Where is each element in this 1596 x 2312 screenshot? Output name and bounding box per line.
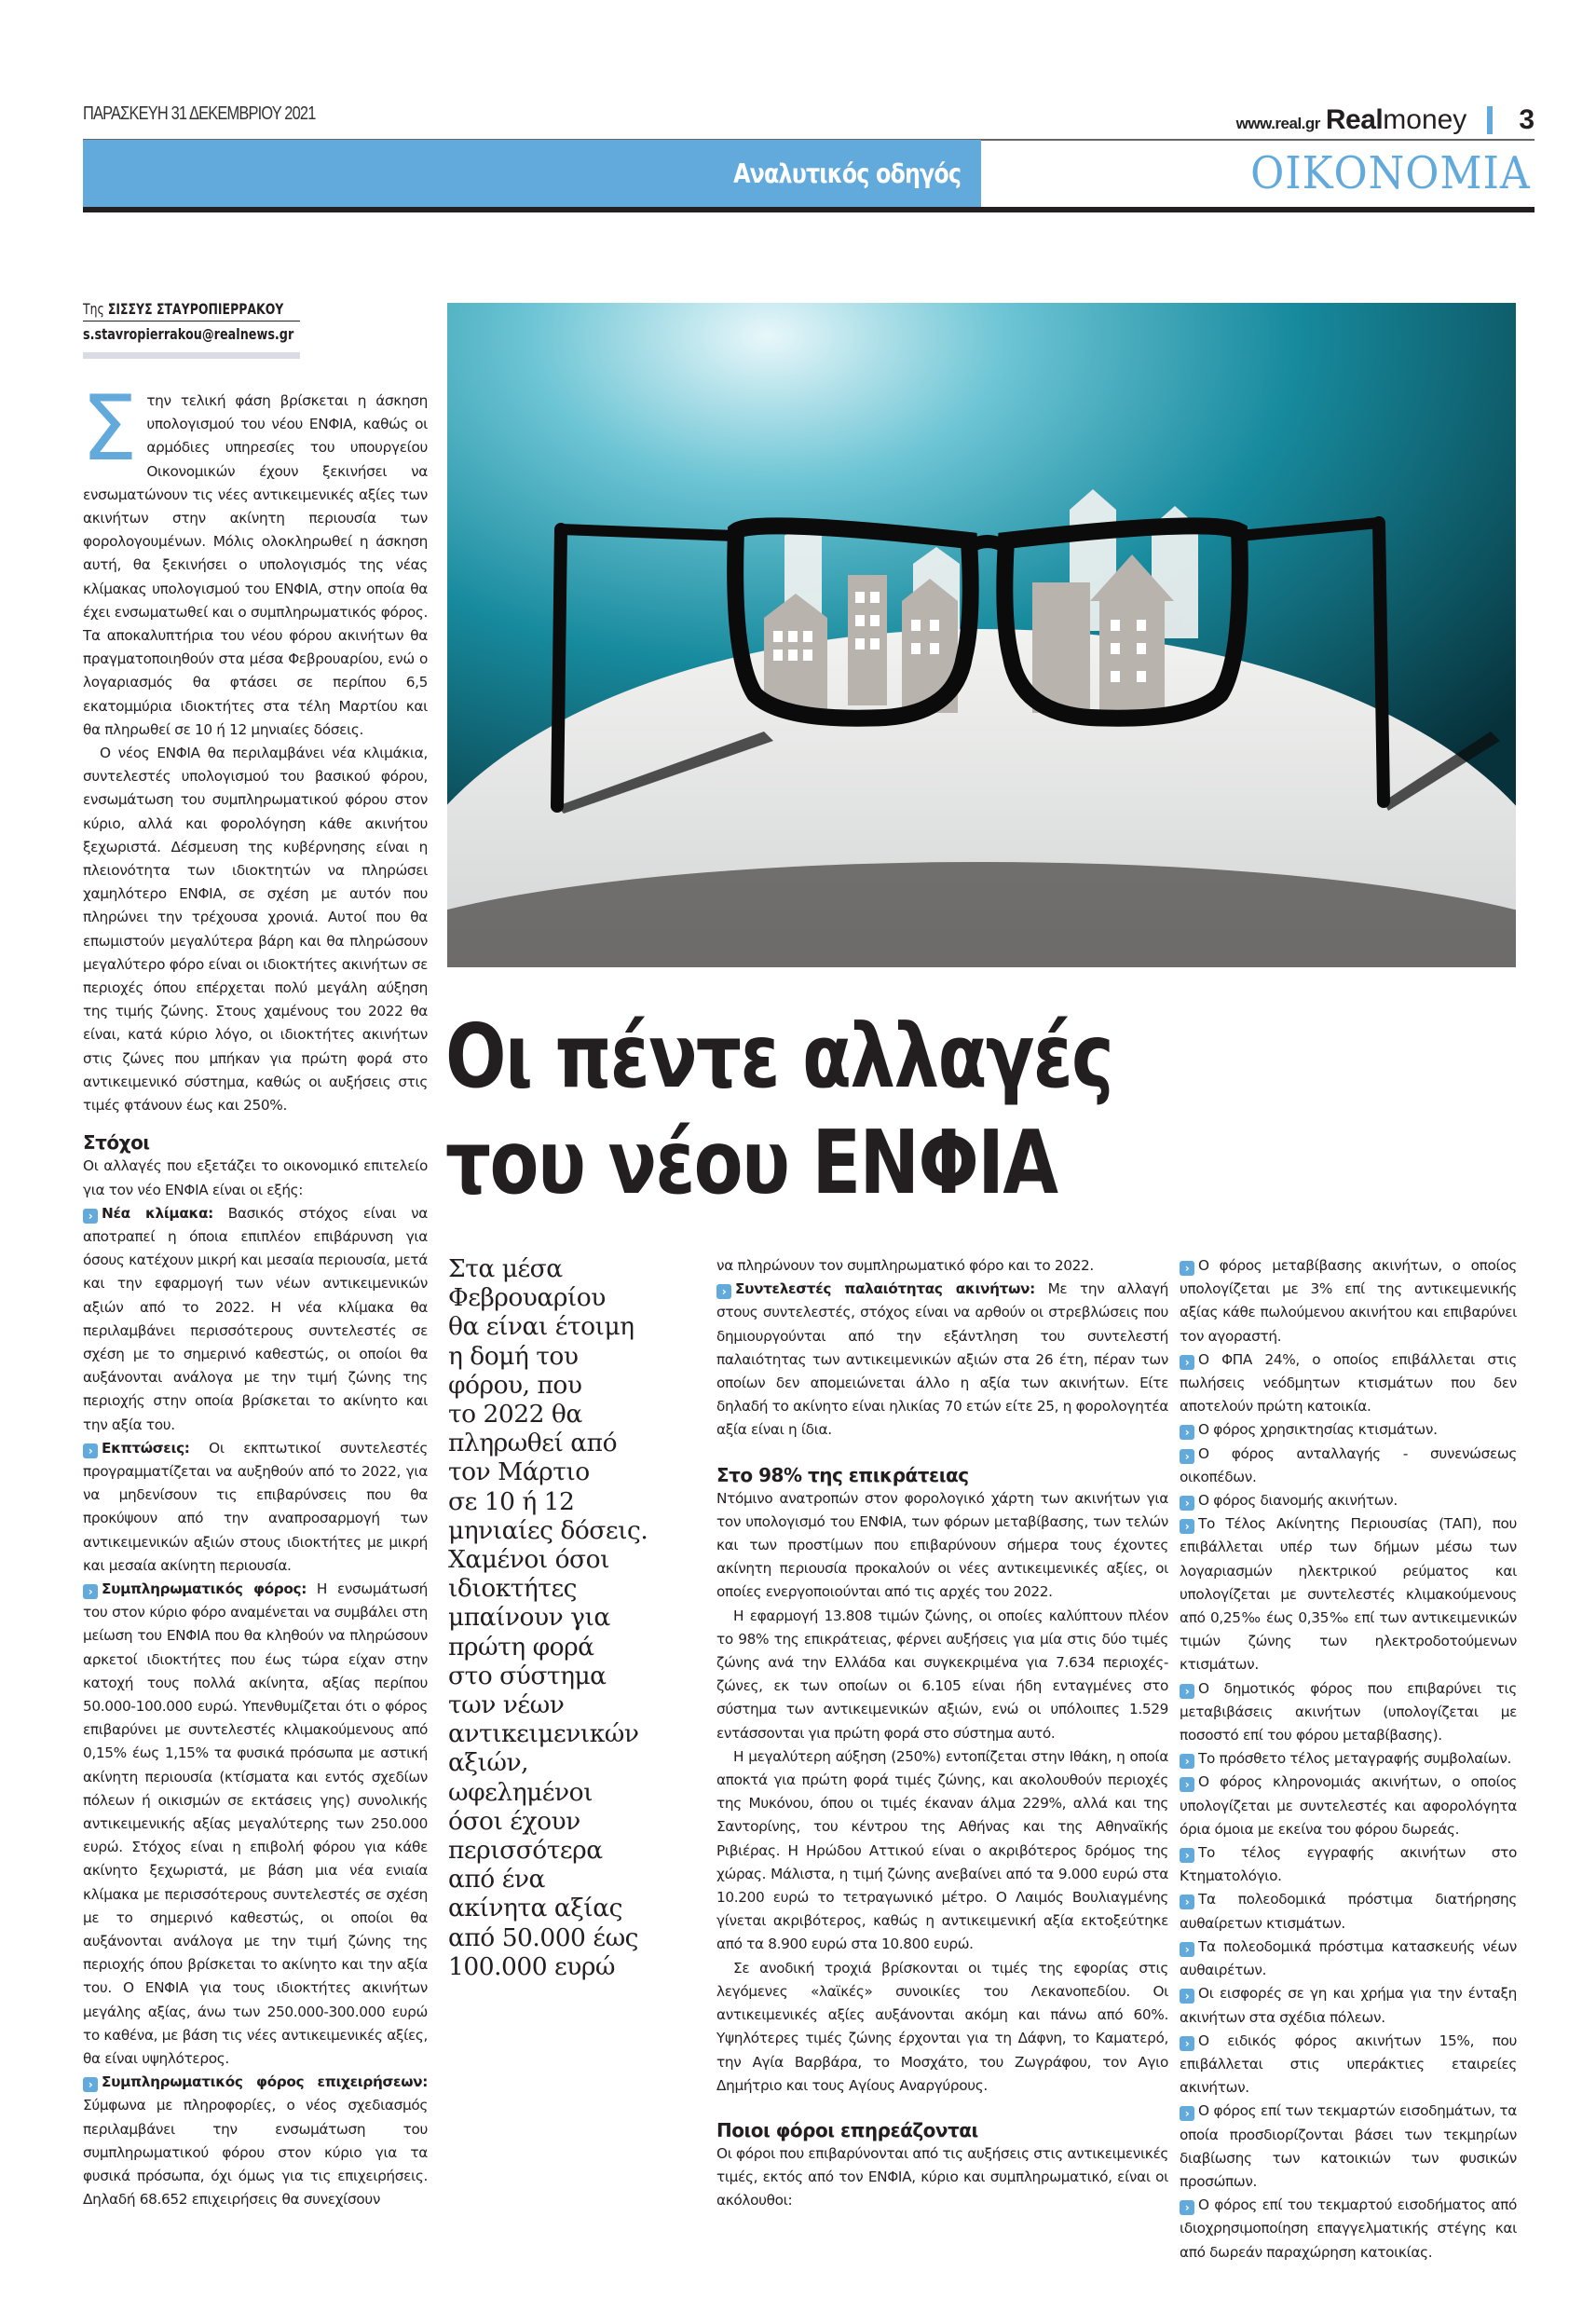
chevron-right-icon: › [1180,1754,1194,1769]
chevron-right-icon: › [1180,1519,1194,1534]
article-column-1 [81,376,428,2211]
author-name: ΣΙΣΣΥΣ ΣΤΑΥΡΟΠΙΕΡΡΑΚΟΥ [107,300,284,318]
tax-text: Ο φόρος επί του τεκμαρτού εισοδήματος από ιδιοχρησιμοποίηση επαγγελματικής στέγης και από δωρεάν παραχώρηση κατοικίας. [1180,2196,1517,2261]
chevron-right-icon: › [1180,2200,1194,2215]
pull-quote-line: αξιών, [448,1748,529,1778]
section-band [83,140,981,207]
chevron-right-icon: › [1180,1777,1194,1792]
goal-item [83,1202,428,1437]
goal-title: Συμπληρωματικός φόρος: [102,1580,307,1597]
tax-item [1180,1418,1517,1442]
pull-quote-line: το 2022 θα [448,1400,582,1430]
tax-item [1180,2030,1517,2100]
brand-divider [1487,106,1493,134]
pull-quote-line: 100.000 ευρώ [448,1951,616,1981]
tax-text: Το πρόσθετο τέλος μεταγραφής συμβολαίων. [1198,1750,1512,1768]
page-number: 3 [1519,104,1535,135]
author-email[interactable]: s.stavropierrakou@realnews.gr [83,325,294,343]
tax-text: Οι εισφορές σε γη και χρήμα για την ένταξη ακινήτων στα σχέδια πόλεων. [1180,1985,1517,2026]
tax-item [1180,1747,1517,1771]
tax-text: Ο φόρος διανομής ακινήτων. [1198,1492,1398,1510]
chevron-right-icon: › [1180,1942,1194,1957]
chevron-right-icon: › [1180,1989,1194,2004]
drop-cap: Σ [81,376,138,481]
tax-item [1180,1888,1517,1935]
goal-continued: να πληρώνουν τον συμπληρωματικό φόρο και το 2022. [716,1257,1094,1274]
goal-text: Με την αλλαγή στους συντελεστές, στόχος είναι να αρθούν οι στρεβλώσεις που δημιουργούνται από την εξάντληση του συντελεστή παλαιότητας των αντικειμενικών αξιών στα 26 έτη, πέραν των οποίων δεν απομειώνεται άλλο η αξία των ακινήτων. Είτε δηλαδή το ακίνητο είναι ηλικίας 70 ετών είτε 25, η φορολογητέα αξία είναι η ίδια. [716,1280,1169,1439]
subhead-territory: Στο 98% της επικράτειας [716,1463,969,1486]
chevron-right-icon: › [83,1443,98,1458]
tax-text: Ο ειδικός φόρος ακινήτων 15%, που επιβάλλεται στις υπεράκτιες εταιρείες ακινήτων. [1180,2032,1517,2097]
tax-text: Ο ΦΠΑ 24%, ο οποίος επιβάλλεται στις πωλήσεις νεόδμητων κτισμάτων που δεν αποτελούν πρώτη κατοικία. [1180,1350,1517,1416]
goal-item [83,1578,428,2071]
pull-quote [448,1254,672,1981]
tax-text: Ο φόρος μεταβίβασης ακινήτων, ο οποίος υπολογίζεται με 3% επί της αντικειμενικής αξίας κάθε πωλούμενου ακινήτου και επιβαρύνει τον αγοραστή. [1180,1257,1517,1345]
tax-item [1180,1936,1517,1982]
section-title: ΟΙΚΟΝΟΜΙΑ [1250,147,1531,199]
chevron-right-icon: › [1180,1496,1194,1511]
masthead-brand [1236,104,1535,136]
brand-money: money [1383,104,1467,135]
pull-quote-line: από ένα [448,1865,545,1895]
pull-quote-line: περισσότερα [448,1836,603,1866]
chevron-right-icon: › [1180,2036,1194,2051]
pull-quote-line: σε 10 ή 12 [448,1486,575,1516]
pull-quote-line: από 50.000 έως [448,1922,639,1952]
pull-quote-line: μηνιαίες δόσεις. [448,1515,648,1545]
tax-text: Ο φόρος χρησικτησίας κτισμάτων. [1198,1421,1438,1439]
headline-line-1: Οι πέντε αλλαγές [445,1006,1113,1108]
pull-quote-line: ιδιοκτήτες [448,1574,578,1604]
pull-quote-line: πληρωθεί από [448,1429,618,1458]
chevron-right-icon: › [1180,1355,1194,1370]
headline-line-2: του νέου ΕΝΦΙΑ [445,1113,1057,1214]
pull-quote-line: φόρου, που [448,1370,582,1400]
chevron-right-icon: › [83,2077,98,2092]
subhead-goals: Στόχοι [83,1131,150,1155]
goal-title: Εκπτώσεις: [102,1439,190,1457]
chevron-right-icon: › [83,1584,98,1599]
tax-text: Ο φόρος κληρονομιάς ακινήτων, ο οποίος υπολογίζεται με συντελεστές και αφορολόγητα όρια όμοια με εκείνα του φόρου δωρεάς. [1180,1773,1517,1838]
tax-text: Τα πολεοδομικά πρόστιμα διατήρησης αυθαίρετων κτισμάτων. [1180,1891,1517,1932]
pull-quote-line: μπαίνουν για [448,1603,610,1633]
chevron-right-icon: › [1180,1848,1194,1863]
tax-item [1180,2194,1517,2264]
author-prefix: Της [83,300,104,318]
pull-quote-line: θα είναι έτοιμη [448,1312,634,1342]
tax-text: Ο φόρος επί των τεκμαρτών εισοδημάτων, τα οποία προσδιορίζονται βάσει των τεκμηρίων διαβίωσης των κατοικιών των φυσικών προσώπων. [1180,2102,1517,2190]
pull-quote-line: ωφελημένοι [448,1777,593,1807]
article-column-4 [1180,1254,1517,2264]
byline [83,300,300,359]
goal-title: Συντελεστές παλαιότητας ακινήτων: [735,1280,1035,1298]
article-column-3 [716,1254,1168,2213]
goal-item [716,1278,1168,1442]
article-photo [447,303,1516,967]
chevron-right-icon: › [1180,1895,1194,1909]
pull-quote-line: Στα μέσα [448,1254,563,1283]
goal-text: Η ενσωμάτωσή του στον κύριο φόρο αναμένεται να συμβάλει στη μείωση του ΕΝΦΙΑ που θα κληθούν να πληρώσουν αρκετοί ιδιοκτήτες που έως τώρα είχαν στην κατοχή τους πολλά ακίνητα, αξίας περίπου 50.000-100.000 ευρώ. Υπενθυμίζεται ότι ο φόρος επιβαρύνει με συντελεστές κλιμακούμενους από 0,15% έως 1,15% τα φυσικά πρόσωπα με αστική ακίνητη περιουσία (κτίσματα και εντός σχεδίων πόλεων ή οικισμών σε εκτάσεις γης) συνολικής αντικειμενικής αξίας μεγαλύτερης των 250.000 ευρώ. Στόχος είναι η επιβολή φόρου για κάθε ακίνητο ξεχωριστά, με βάση μια νέα ενιαία κλίμακα με περισσότερους συντελεστές σε σχέση με το σημερινό καθεστώς, οι οποίοι θα αυξάνονται ανάλογα με την τιμή ζώνης της περιοχής όπου βρίσκεται το ακίνητο και την αξία του. Ο ΕΝΦΙΑ για τους ιδιοκτήτες ακινήτων μεγάλης αξίας, άνω των 250.000-300.000 ευρώ το καθένα, με βάση τις νέες αντικειμενικές αξίες, θα είναι υψηλότερος. [83,1580,428,2068]
glasses-newspaper-image [447,303,1516,967]
chevron-right-icon: › [83,1209,98,1224]
tax-item [1180,1982,1517,2029]
pull-quote-line: όσοι έχουν [448,1806,580,1836]
goal-text: Βασικός στόχος είναι να αποτραπεί η όποια επιπλέον επιβάρυνση για όσους κατέχουν μικρή και μεσαία περιουσία, μετά και την εφαρμογή των νέων αντικειμενικών αξιών από το 2022. Η νέα κλίμακα θα περιλαμβάνει περισσότερους συντελεστές σε σχέση με το σημερινό καθεστώς, οι οποίοι θα αυξάνονται ανάλογα με την τιμή ζώνης της περιοχής στην οποία βρίσκεται το ακίνητο και την αξία του. [83,1204,428,1433]
author-line [83,300,284,318]
territory-paragraph-3: Η μεγαλύτερη αύξηση (250%) εντοπίζεται στην Ιθάκη, η οποία αποκτά για πρώτη φορά τιμές ζώνης, και ακολουθούν περιοχές της Μυκόνου, όπου οι τιμές έκαναν άλμα 229%, αλλά και της Σαντορίνης, του κέντρου της Αθήνας και της Αθηναϊκής Ριβιέρας. Η Ηρώδου Αττικού είναι ο ακριβότερος δρόμος της χώρας. Μάλιστα, η τιμή ζώνης ανεβαίνει από τα 9.000 ευρώ στα 10.200 ευρώ το τετραγωνικό μέτρο. Ο Λαιμός Βουλιαγμένης γίνεται ακριβότερος, καθώς η αντικειμενική αξία εκτοξεύτηκε από τα 8.900 ευρώ στα 10.800 ευρώ. [716,1747,1168,1953]
chevron-right-icon: › [716,1284,731,1299]
section-rule [83,207,1535,212]
lead-paragraph [81,376,428,742]
lead-text: την τελική φάση βρίσκεται η άσκηση υπολογισμού του νέου ΕΝΦΙΑ, καθώς οι αρμόδιες υπηρεσίες του υπουργείου Οικονομικών έχουν ξεκινήσει να ενσωματώνουν τις νέες αντικειμενικές αξίες των ακινήτων στην ακίνητη περιουσία των φορολογουμένων. Μόλις ολοκληρωθεί η άσκηση αυτή, θα ξεκινήσει ο υπολογισμός της νέας κλίμακας υπολογισμού του ΕΝΦΙΑ, στην οποία θα έχει ενσωματωθεί και ο συμπληρωματικός φόρος. Τα αποκαλυπτήρια του νέου φόρου ακινήτων θα πραγματοποιηθούν στα μέσα Φεβρουαρίου, ενώ ο λογαριασμός θα φτάσει σε περίπου 6,5 εκατομμύρια ιδιοκτήτες στα τέλη Μαρτίου και θα πληρωθεί σε 10 ή 12 μηνιαίες δόσεις. [83,392,428,738]
headline [445,1005,1112,1217]
pull-quote-line: τον Μάρτιο [448,1457,590,1487]
chevron-right-icon: › [1180,1449,1194,1464]
tax-item [1180,1443,1517,1489]
issue-date: ΠΑΡΑΣΚΕΥΗ 31 ΔΕΚΕΜΒΡΙΟΥ 2021 [83,103,316,124]
pull-quote-line: πρώτη φορά [448,1632,594,1662]
tax-item [1180,2100,1517,2194]
chevron-right-icon: › [1180,1684,1194,1699]
tax-text: Το Τέλος Ακίνητης Περιουσίας (ΤΑΠ), που επιβάλλεται υπέρ των δήμων μέσω των λογαριασμών ηλεκτρικού ρεύματος και υπολογίζεται με συντελεστές κλιμακούμενους από 0,25‰ έως 0,35‰ επί των αντικειμενικών τιμών ζώνης των ηλεκτροδοτούμενων κτισμάτων. [1180,1515,1517,1674]
goal-item [83,2071,428,2211]
pull-quote-line: στο σύστημα [448,1661,607,1690]
chevron-right-icon: › [1180,1425,1194,1440]
goals-intro: Οι αλλαγές που εξετάζει το οικονομικό επιτελείο για τον νέο ΕΝΦΙΑ είναι οι εξής: [83,1157,428,1198]
pull-quote-line: αντικειμενικών [448,1719,639,1749]
tax-item [1180,1254,1517,1348]
tax-text: Το τέλος εγγραφής ακινήτων στο Κτηματολόγιο. [1180,1844,1517,1885]
pull-quote-line: ακίνητα αξίας [448,1894,622,1923]
chevron-right-icon: › [1180,1261,1194,1276]
pull-quote-line: των νέων [448,1690,565,1720]
goal-item [83,1437,428,1578]
tax-item [1180,1489,1517,1512]
goal-text: Σύμφωνα με πληροφορίες, ο νέος σχεδιασμός περιλαμβάνει την ενσωμάτωση του συμπληρωματικού φόρου στον κύριο για τα φυσικά πρόσωπα, όχι όμως για τις επιχειρήσεις. Δηλαδή 68.652 επιχειρήσεις θα συνεχίσουν [83,2097,428,2209]
tax-text: Ο δημοτικός φόρος που επιβαρύνει τις μεταβιβάσεις ακινήτων (υπολογίζεται με ποσοστό επί του φόρου μεταβίβασης). [1180,1679,1517,1744]
chevron-right-icon: › [1180,2106,1194,2121]
goal-title: Συμπληρωματικός φόρος επιχειρήσεων: [102,2073,428,2091]
tax-item [1180,1677,1517,1748]
tax-item [1180,1348,1517,1419]
pull-quote-line: η δομή του [448,1341,579,1371]
subhead-taxes: Ποιοι φόροι επηρεάζονται [716,2118,978,2141]
territory-paragraph-2: Η εφαρμογή 13.808 τιμών ζώνης, οι οποίες καλύπτουν πλέον το 98% της επικράτειας, φέρνει αυξήσεις για μία στις δύο τιμές ζώνης ανά την Ελλάδα και συγκεκριμένα για 7.634 περιοχές-ζώνες, εκ των οποίων οι 6.105 είναι ήδη ενταγμένες στο σύστημα των αντικειμενικών αξιών, ενώ οι υπόλοιπες 1.529 εντάσσονται για πρώτη φορά στο σύστημα αυτό. [716,1607,1168,1742]
territory-paragraph-4: Σε ανοδική τροχιά βρίσκονται οι τιμές της εφορίας στις λεγόμενες «λαϊκές» συνοικίες του Λεκανοπεδίου. Οι αντικειμενικές αξίες αυξάνονται ακόμη και πάνω από 60%. Υψηλότερες τιμές ζώνης έρχονται για τη Δάφνη, το Καματερό, την Αγία Βαρβάρα, το Μοσχάτο, του Ζωγράφου, τον Αγιο Δημήτριο και τους Αγίους Αναργύρους. [716,1959,1168,2094]
taxes-intro: Οι φόροι που επιβαρύνονται από τις αυξήσεις στις αντικειμενικές τιμές, εκτός από τον ΕΝΦΙΑ, κύριο και συμπληρωματικό, είναι οι ακόλουθοι: [716,2144,1168,2209]
section-label: Αναλυτικός οδηγός [732,158,961,189]
website-url[interactable]: www.real.gr [1235,115,1320,132]
tax-item [1180,1512,1517,1676]
territory-paragraph-1: Ντόμινο ανατροπών στον φορολογικό χάρτη των ακινήτων για τον υπολογισμό του ΕΝΦΙΑ, των φόρων μεταβίβασης, των τελών και των προστίμων που επιβαρύνουν σήμερα τους έχοντες ακίνητη περιουσία προκαλούν οι νέες αντικειμενικές αξίες, οι οποίες ενεργοποιούνται από τις αρχές του 2022. [716,1489,1168,1601]
tax-item [1180,1771,1517,1841]
pull-quote-line: Χαμένοι όσοι [448,1545,609,1575]
goal-title: Νέα κλίμακα: [102,1204,213,1222]
pull-quote-line: Φεβρουαρίου [448,1283,606,1313]
brand-real: Real [1325,104,1384,135]
byline-bar [83,352,300,359]
goal-text: Οι εκπτωτικοί συντελεστές προγραμματίζεται να αυξηθούν από το 2022, για να μηδενίσουν τις επιβαρύνσεις που θα προκύψουν από την αναπροσαρμογή των αντικειμενικών αξιών στους ιδιοκτήτες με μικρή και μεσαία ακίνητη περιουσία. [83,1439,428,1574]
paragraph-2: Ο νέος ΕΝΦΙΑ θα περιλαμβάνει νέα κλιμάκια, συντελεστές υπολογισμού του βασικού φόρου, ενσωμάτωση του συμπληρωματικού φόρου στον κύριο, αλλά και φορολόγηση κάθε ακινήτου ξεχωριστά. Δέσμευση της κυβέρνησης είναι η πλειονότητα των ιδιοκτητών να πληρώσει χαμηλότερο ΕΝΦΙΑ, σε σχέση με αυτόν που πληρώνει την τρέχουσα χρονιά. Αυτοί που θα επωμιστούν μεγαλύτερα βάρη και θα πληρώσουν μεγαλύτερο φόρο είναι οι ιδιοκτήτες ακινήτων σε περιοχές όπου επέρχεται πολύ μεγάλη αύξηση της τιμής ζώνης. Στους χαμένους του 2022 θα είναι, κατά κύριο λόγο, οι ιδιοκτήτες ακινήτων στις ζώνες που μπήκαν για πρώτη φορά στο αντικειμενικό σύστημα, καθώς οι αυξήσεις στις τιμές φτάνουν έως και 250%. [83,745,428,1115]
tax-text: Ο φόρος ανταλλαγής - συνενώσεως οικοπέδων. [1180,1444,1517,1485]
tax-item [1180,1841,1517,1888]
tax-text: Τα πολεοδομικά πρόστιμα κατασκευής νέων αυθαιρέτων. [1180,1937,1517,1979]
